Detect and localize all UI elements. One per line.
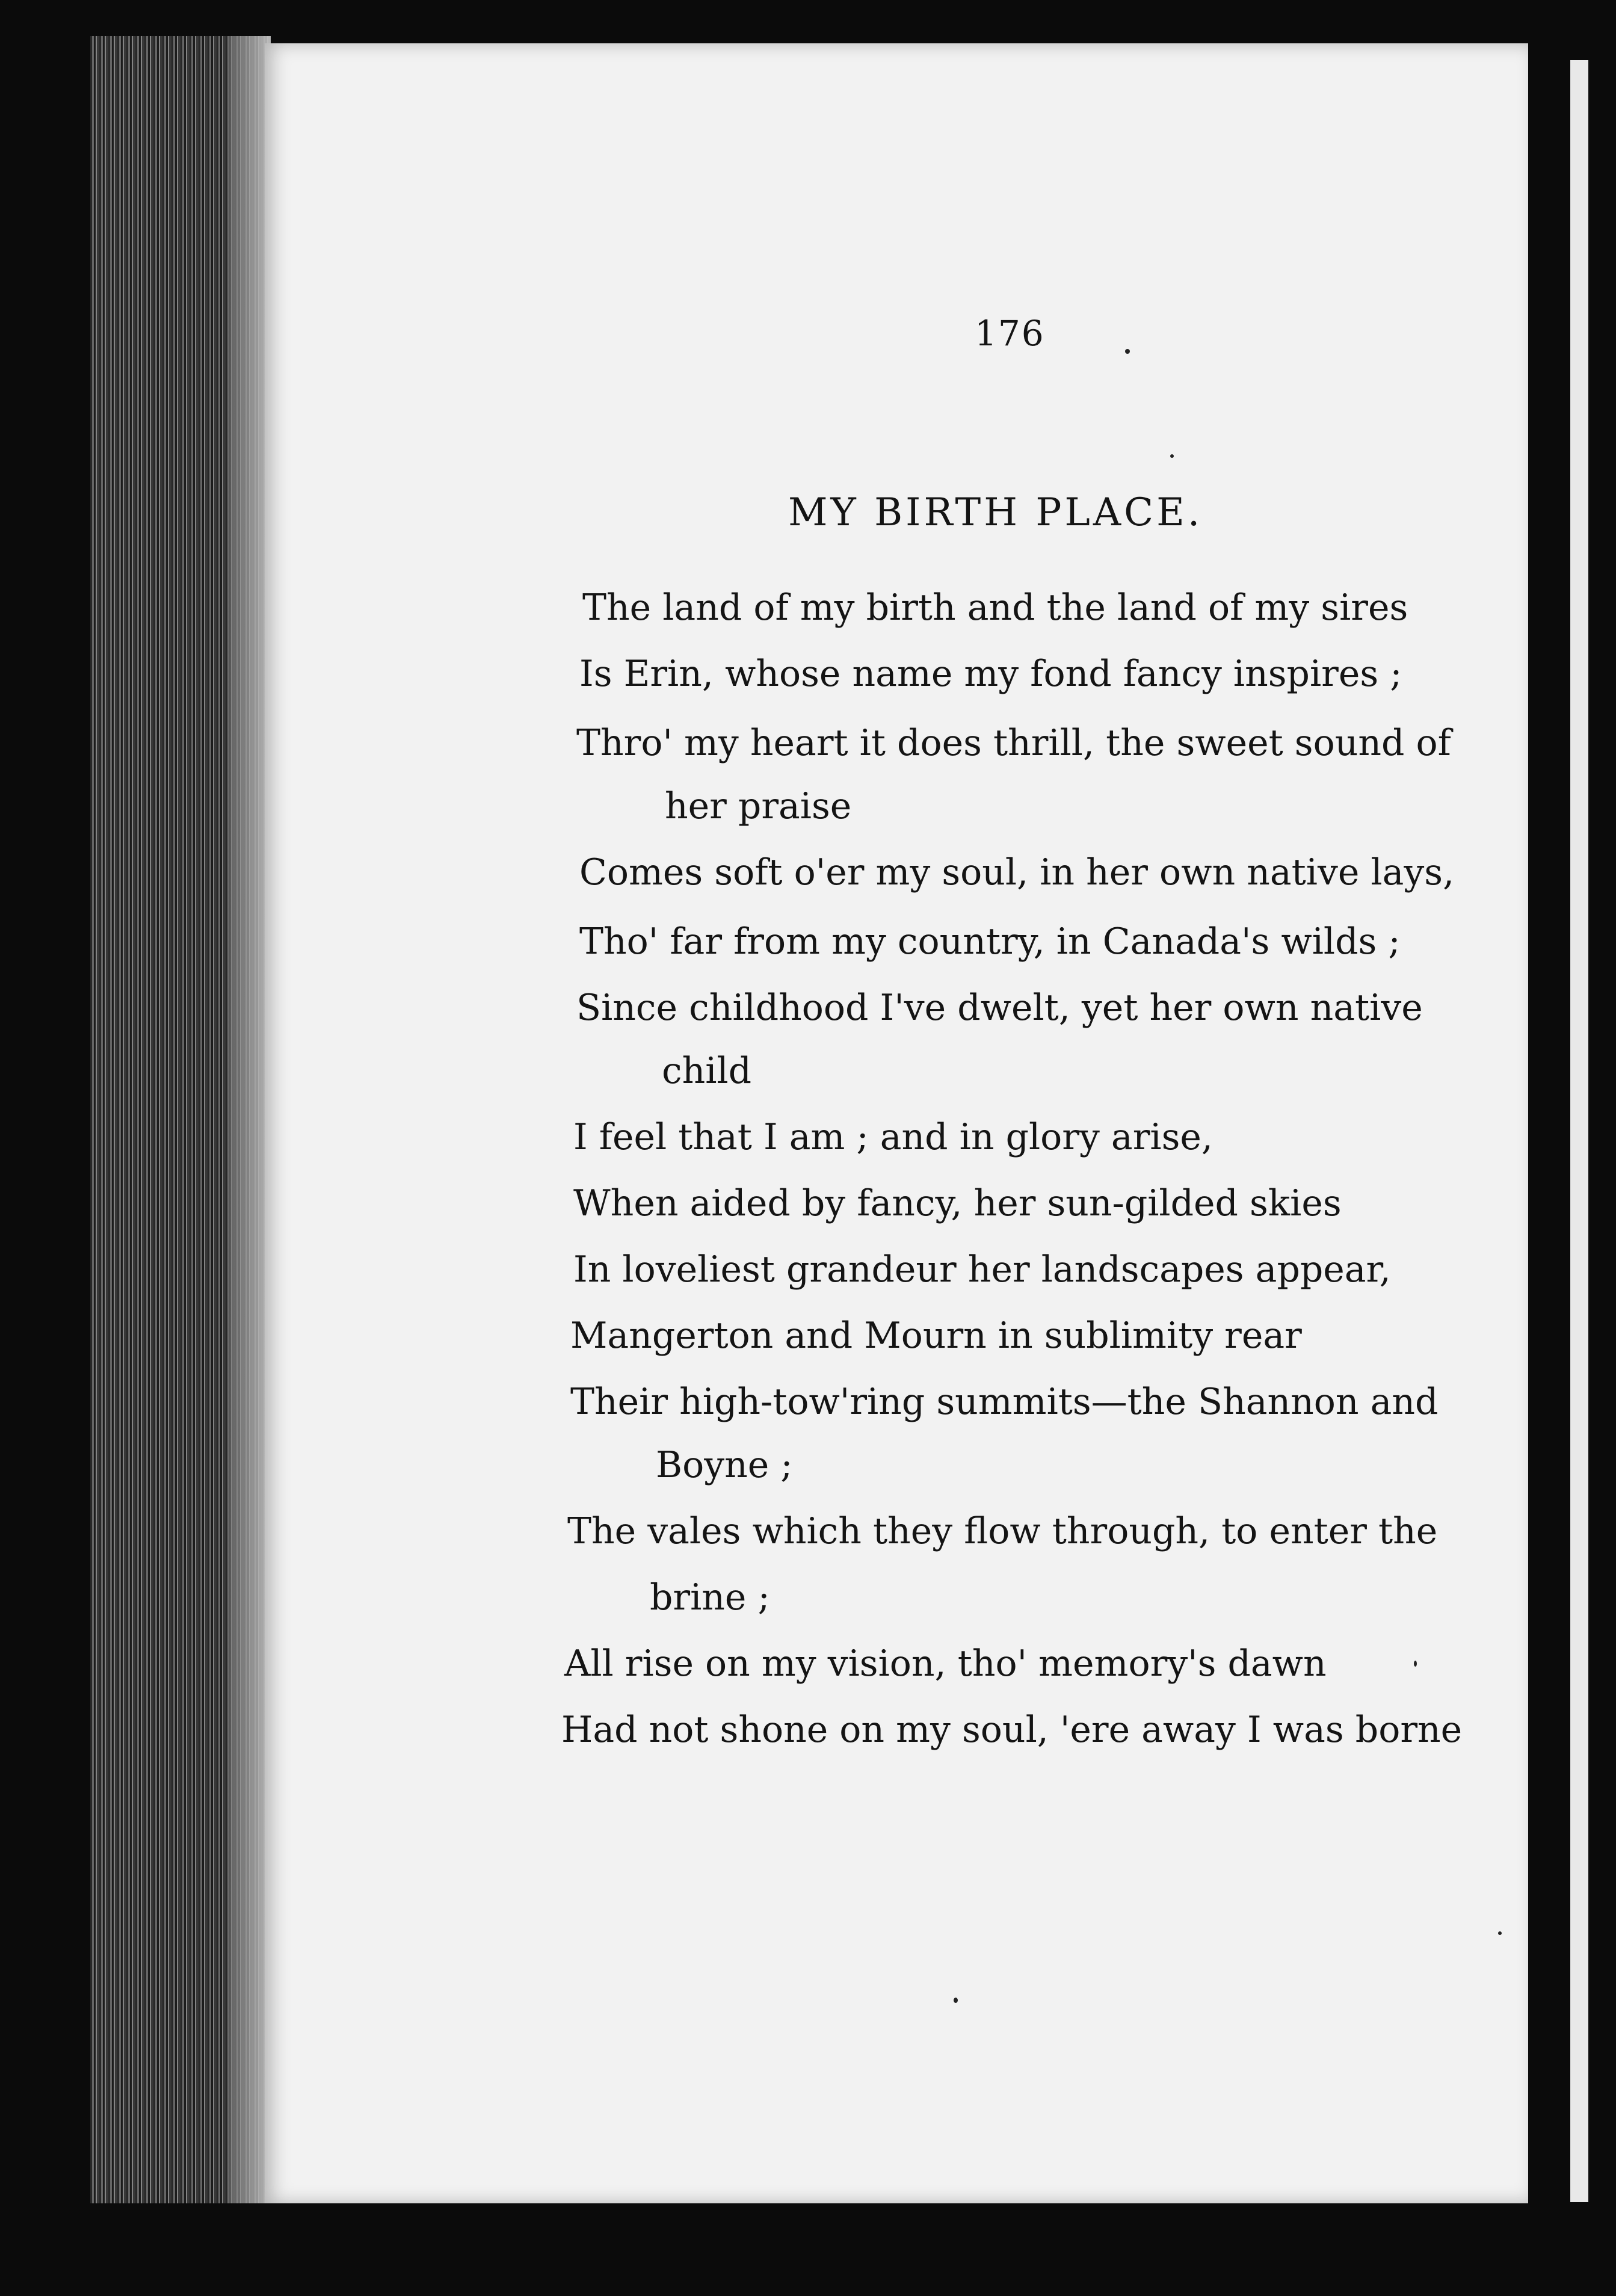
scan-speck	[1125, 349, 1130, 354]
poem-line: Is Erin, whose name my fond fancy inspires ;	[579, 653, 1402, 695]
poem-line: The land of my birth and the land of my sires	[582, 587, 1408, 629]
poem-line: Had not shone on my soul, 'ere away I was borne	[561, 1709, 1463, 1751]
scan-speck	[954, 1998, 958, 2003]
poem-line: Mangerton and Mourn in sublimity rear	[570, 1315, 1302, 1357]
poem-line-indent: child	[662, 1050, 752, 1092]
poem-line: When aided by fancy, her sun-gilded skies	[573, 1182, 1342, 1224]
poem-line: Tho' far from my country, in Canada's wilds ;	[579, 921, 1401, 963]
poem-line: Thro' my heart it does thrill, the sweet sound of	[576, 722, 1451, 764]
poem-line-indent: Boyne ;	[656, 1444, 793, 1486]
scan-speck	[1170, 454, 1174, 458]
poem-line: In loveliest grandeur her landscapes appear,	[573, 1248, 1391, 1291]
poem-line: All rise on my vision, tho' memory's dawn	[564, 1643, 1327, 1685]
poem-line-indent: brine ;	[650, 1576, 770, 1619]
poem-line: Their high-tow'ring summits—the Shannon and	[570, 1381, 1439, 1423]
page-number: 176	[975, 313, 1045, 354]
poem-line: I feel that I am ; and in glory arise,	[573, 1116, 1213, 1158]
scan-speck	[1498, 1931, 1502, 1935]
poem-line-indent: her praise	[665, 785, 852, 827]
poem-line: Since childhood I've dwelt, yet her own native	[576, 987, 1423, 1029]
poem-line: Comes soft o'er my soul, in her own native lays,	[579, 851, 1455, 893]
scan-speck	[1414, 1661, 1417, 1667]
poem-title: MY BIRTH PLACE.	[788, 490, 1203, 535]
poem-line: The vales which they flow through, to enter the	[567, 1510, 1438, 1552]
